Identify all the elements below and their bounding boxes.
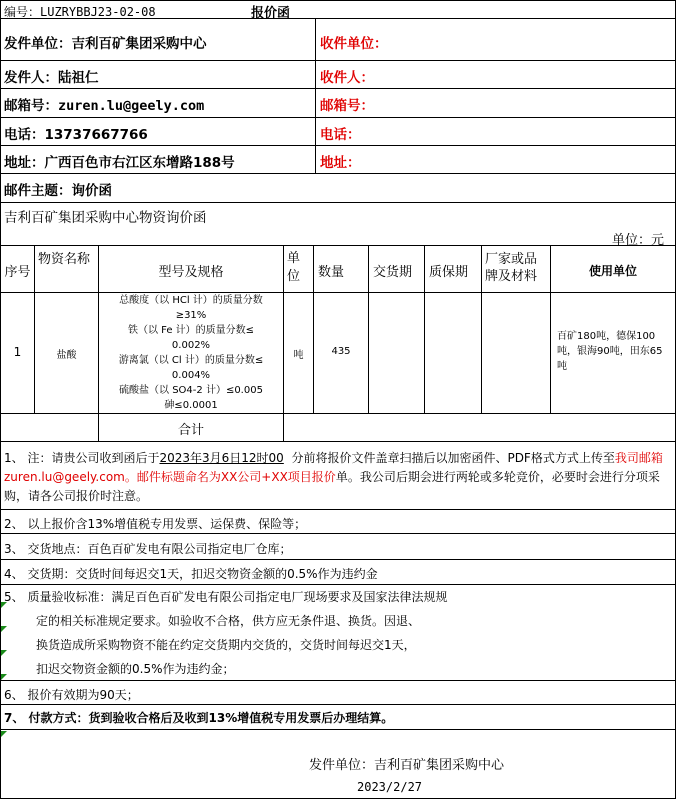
note-4: 4、 交货期：交货时间每迟交1天，扣迟交物资金额的0.5%作为违约金 xyxy=(4,567,378,581)
note-2: 2、 以上报价含13%增值税专用发票、运保费、保险等； xyxy=(4,517,307,531)
sender-address-value: 广西百色市右江区东增路188号 xyxy=(44,155,235,171)
footer-date: 2023/2/27 xyxy=(357,780,423,794)
total-label: 合计 xyxy=(177,423,204,438)
cell-marker-icon xyxy=(1,602,7,608)
receiver-phone-label: 电话： xyxy=(320,127,361,143)
mail-subject-value: 询价函 xyxy=(71,183,112,199)
note-5-line-4: 扣迟交物资金额的0.5%作为违约金； xyxy=(36,662,235,676)
cell-marker-icon xyxy=(1,731,7,737)
sender-person-label: 发件人： xyxy=(4,70,58,86)
sender-unit-row xyxy=(4,32,207,52)
col-header-spec: 型号及规格 xyxy=(158,265,224,280)
col-header-brand: 厂家或品牌及材料 xyxy=(485,252,538,284)
note-1-deadline: 2023年3月6日12时00 xyxy=(159,451,284,465)
receiver-email-label: 邮箱号： xyxy=(320,98,374,114)
serial-number: 编号：LUZRYBBJ23-02-08 xyxy=(4,5,156,19)
cell-marker-icon xyxy=(1,650,7,656)
spec-line: 0.004% xyxy=(171,370,211,381)
row-unit: 吨 xyxy=(293,350,304,361)
mail-subject-row xyxy=(4,179,112,199)
col-header-delivery: 交货期 xyxy=(373,265,413,280)
note-1 xyxy=(4,449,672,506)
sender-email-label: 邮箱号： xyxy=(4,98,58,114)
note-5-line-2: 定的相关标准规定要求。如验收不合格，供方应无条件退、换货。因退、 xyxy=(36,614,421,628)
col-header-warranty: 质保期 xyxy=(429,265,469,280)
sender-phone-row xyxy=(4,123,148,143)
sender-person-value: 陆祖仁 xyxy=(58,70,99,86)
note-1-text-b: 分前将报价文件盖章扫描后以加密函件、PDF格式方式上传至 xyxy=(291,451,615,465)
note-3: 3、 交货地点：百色百矿发电有限公司指定电厂仓库； xyxy=(4,542,292,556)
spec-line: 游离氯（以 Cl 计）的质量分数≤ xyxy=(118,355,264,366)
footer-sender: 发件单位：吉利百矿集团采购中心 xyxy=(309,758,505,773)
page-title: 报价函 xyxy=(251,6,291,21)
receiver-address-label: 地址： xyxy=(320,155,361,171)
note-1-text-c: 单。我公司后期会进行两轮或多轮竞价，必要时会进行分项采购，请各公司报价时注意。 xyxy=(4,470,660,503)
sender-phone-label: 电话： xyxy=(4,127,45,143)
row-quantity: 435 xyxy=(331,346,351,357)
row-material-name: 盐酸 xyxy=(56,350,77,361)
col-header-unit: 单位 xyxy=(287,251,301,284)
receiver-unit-label: 收件单位： xyxy=(320,36,388,52)
sender-person-row xyxy=(4,66,99,86)
sender-unit-label: 发件单位： xyxy=(4,36,72,52)
sender-email-row xyxy=(4,94,204,114)
col-header-name: 物资名称 xyxy=(38,252,91,267)
spec-line: 总酸度（以 HCl 计）的质量分数 xyxy=(119,295,263,306)
spec-line: 0.002% xyxy=(171,340,211,351)
spec-line: ≥31% xyxy=(175,310,207,321)
cell-marker-icon xyxy=(1,674,7,680)
sender-email-value[interactable]: zuren.lu@geely.com xyxy=(58,98,205,114)
note-5-line-3: 换货造成所采购物资不能在约定交货期内交货的，交货时间每迟交1天， xyxy=(36,638,416,652)
note-6: 6、 报价有效期为90天； xyxy=(4,688,139,702)
row-no: 1 xyxy=(13,345,22,359)
sender-phone-value: 13737667766 xyxy=(44,127,148,143)
col-header-no: 序号 xyxy=(4,265,31,280)
sender-address-label: 地址： xyxy=(4,155,45,171)
col-header-user-unit: 使用单位 xyxy=(588,264,637,278)
spec-line: 铁（以 Fe 计）的质量分数≤ xyxy=(127,325,255,336)
row-user-unit: 百矿180吨，德保100吨，银海90吨，田东65吨 xyxy=(557,331,663,372)
currency-unit-note: 单位：元 xyxy=(612,233,665,248)
row-spec xyxy=(99,293,283,413)
receiver-person-label: 收件人： xyxy=(320,70,374,86)
note-1-text-a: 1、 注：请贵公司收到函后于 xyxy=(4,451,160,465)
mail-subject-label: 邮件主题： xyxy=(4,183,72,199)
document-title: 吉利百矿集团采购中心物资询价函 xyxy=(4,210,207,226)
note-1-mail-instruction: 我司邮箱zuren.lu@geely.com。邮件标题命名为XX公司+XX项目报价 xyxy=(4,451,663,484)
sender-address-row xyxy=(4,151,235,171)
sender-unit-value: 吉利百矿集团采购中心 xyxy=(71,36,207,52)
spec-line: 砷≤0.0001 xyxy=(164,400,218,411)
note-5-line-1: 5、 质量验收标准：满足百色百矿发电有限公司指定电厂现场要求及国家法律法规规 xyxy=(4,590,448,604)
cell-marker-icon xyxy=(1,626,7,632)
spec-line: 硫酸盐（以 SO4-2 计）≤0.005 xyxy=(119,385,263,396)
note-7: 7、 付款方式：货到验收合格后及收到13%增值税专用发票后办理结算。 xyxy=(4,711,394,725)
col-header-qty: 数量 xyxy=(318,265,345,280)
